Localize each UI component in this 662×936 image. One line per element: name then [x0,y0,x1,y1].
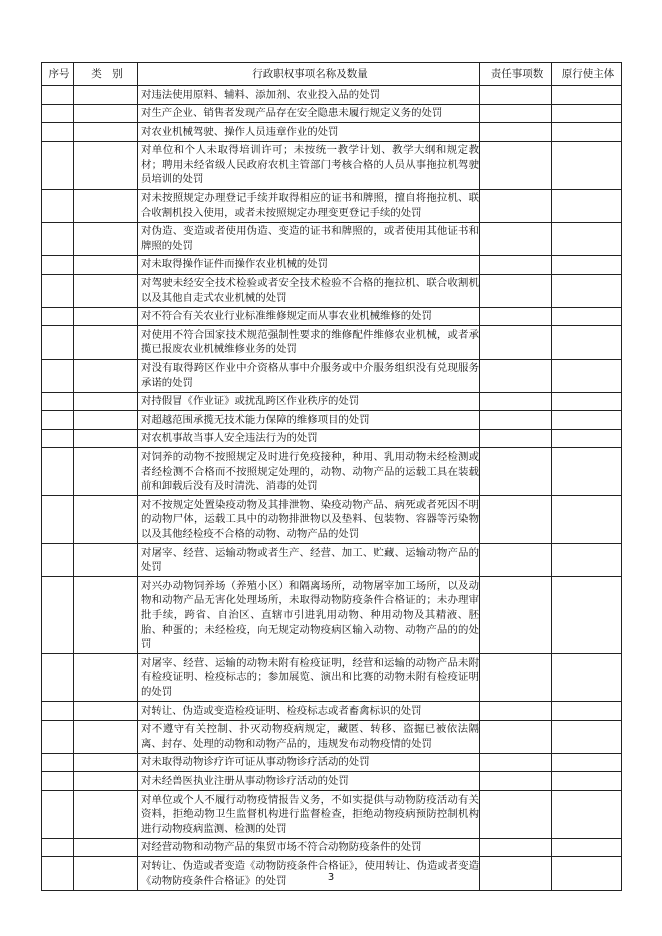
row-category-cell [74,222,138,255]
row-item-cell: 对未按照规定办理登记手续并取得相应的证书和牌照，擅自将拖拉机、联合收割机投入使用，或者未按照规定办理变更登记手续的处罚 [138,189,480,222]
row-item-cell: 对驾驶未经安全技术检验或者安全技术检验不合格的拖拉机、联合收割机以及其他自走式农业机械的处罚 [138,274,480,307]
row-category-cell [74,392,138,411]
row-no-cell [42,654,74,702]
row-no-cell [42,392,74,411]
header-category: 类 别 [74,63,138,86]
table-row [42,577,622,654]
row-no-cell [42,326,74,359]
row-duties-cell [480,772,552,791]
row-duties-cell [480,86,552,105]
table-row [42,753,622,772]
row-item-cell: 对不遵守有关控制、扑灭动物疫病规定，藏匿、转移、盗掘已被依法隔离、封存、处理的动物和动物产品的，违规发布动物疫情的处罚 [138,720,480,753]
row-no-cell [42,411,74,430]
table-row [42,448,622,496]
row-original-subject-cell [552,189,622,222]
row-no-cell [42,274,74,307]
table-row [42,429,622,448]
row-duties-cell [480,123,552,142]
row-category-cell [74,496,138,544]
row-item-cell: 对屠宰、经营、运输的动物未附有检疫证明，经营和运输的动物产品未附有检疫证明、检疫标志的；参加展览、演出和比赛的动物未附有检疫证明的处罚 [138,654,480,702]
row-duties-cell [480,189,552,222]
table-row [42,544,622,577]
row-item-cell: 对伪造、变造或者使用伪造、变造的证书和牌照的，或者使用其他证书和牌照的处罚 [138,222,480,255]
row-category-cell [74,577,138,654]
row-original-subject-cell [552,772,622,791]
header-item: 行政职权事项名称及数量 [138,63,480,86]
table-row [42,838,622,857]
row-duties-cell [480,702,552,721]
row-original-subject-cell [552,222,622,255]
row-item-cell: 对不按规定处置染疫动物及其排泄物、染疫动物产品、病死或者死因不明的动物尸体，运载工具中的动物排泄物以及垫料、包装物、容器等污染物以及其他经检疫不合格的动物、动物产品的处罚 [138,496,480,544]
row-category-cell [74,654,138,702]
page-number: 3 [327,872,335,883]
row-category-cell [74,838,138,857]
row-duties-cell [480,429,552,448]
row-duties-cell [480,753,552,772]
row-no-cell [42,577,74,654]
table-row [42,392,622,411]
row-original-subject-cell [552,359,622,392]
row-category-cell [74,123,138,142]
row-category-cell [74,753,138,772]
table-row [42,326,622,359]
row-no-cell [42,702,74,721]
row-original-subject-cell [552,753,622,772]
row-original-subject-cell [552,307,622,326]
table-row [42,307,622,326]
row-no-cell [42,307,74,326]
row-item-cell: 对转让、伪造或者变造《动物防疫条件合格证》，使用转让、伪造或者变造《动物防疫条件合格证》的处罚 [138,857,480,890]
row-category-cell [74,411,138,430]
row-category-cell [74,307,138,326]
row-category-cell [74,255,138,274]
table-row [42,720,622,753]
row-original-subject-cell [552,448,622,496]
table-row [42,222,622,255]
row-category-cell [74,791,138,839]
row-category-cell [74,104,138,123]
row-category-cell [74,772,138,791]
row-duties-cell [480,654,552,702]
row-duties-cell [480,326,552,359]
row-item-cell: 对转让、伪造或变造检疫证明、检疫标志或者畜禽标识的处罚 [138,702,480,721]
table-row [42,104,622,123]
row-category-cell [74,326,138,359]
row-original-subject-cell [552,86,622,105]
row-original-subject-cell [552,496,622,544]
row-category-cell [74,274,138,307]
row-no-cell [42,123,74,142]
row-category-cell [74,544,138,577]
row-original-subject-cell [552,411,622,430]
row-item-cell: 对持假冒《作业证》或扰乱跨区作业秩序的处罚 [138,392,480,411]
row-category-cell [74,141,138,189]
table-row [42,86,622,105]
row-item-cell: 对兴办动物饲养场（养殖小区）和隔离场所，动物屠宰加工场所，以及动物和动物产品无害化处理场所，未取得动物防疫条件合格证的；未办理审批手续，跨省、自治区、直辖市引进乳用动物、种用动物及其精液、胚胎、种蛋的；未经检疫，向无规定动物疫病区输入动物、动物产品的的处罚 [138,577,480,654]
row-item-cell: 对不符合有关农业行业标准维修规定而从事农业机械维修的处罚 [138,307,480,326]
table-header-row [42,63,622,86]
row-no-cell [42,359,74,392]
row-duties-cell [480,307,552,326]
row-no-cell [42,429,74,448]
row-item-cell: 对未经兽医执业注册从事动物诊疗活动的处罚 [138,772,480,791]
row-no-cell [42,255,74,274]
table-row [42,411,622,430]
row-original-subject-cell [552,123,622,142]
row-no-cell [42,720,74,753]
row-no-cell [42,753,74,772]
row-duties-cell [480,411,552,430]
row-duties-cell [480,496,552,544]
row-duties-cell [480,448,552,496]
row-item-cell: 对没有取得跨区作业中介资格从事中介服务或中介服务组织没有兑现服务承诺的处罚 [138,359,480,392]
table-row [42,189,622,222]
row-original-subject-cell [552,141,622,189]
row-no-cell [42,448,74,496]
row-duties-cell [480,791,552,839]
row-duties-cell [480,359,552,392]
row-item-cell: 对屠宰、经营、运输动物或者生产、经营、加工、贮藏、运输动物产品的处罚 [138,544,480,577]
row-original-subject-cell [552,544,622,577]
row-category-cell [74,429,138,448]
row-item-cell: 对经营动物和动物产品的集贸市场不符合动物防疫条件的处罚 [138,838,480,857]
table-row [42,496,622,544]
row-item-cell: 对农机事故当事人安全违法行为的处罚 [138,429,480,448]
header-original-subject: 原行使主体 [552,63,622,86]
row-original-subject-cell [552,720,622,753]
row-original-subject-cell [552,255,622,274]
row-no-cell [42,791,74,839]
header-no: 序号 [42,63,74,86]
row-no-cell [42,189,74,222]
row-item-cell: 对违法使用原料、辅料、添加剂、农业投入品的处罚 [138,86,480,105]
row-original-subject-cell [552,274,622,307]
row-category-cell [74,86,138,105]
row-original-subject-cell [552,702,622,721]
table-row [42,702,622,721]
row-original-subject-cell [552,654,622,702]
row-duties-cell [480,104,552,123]
row-duties-cell [480,577,552,654]
table-row [42,791,622,839]
row-item-cell: 对单位和个人未取得培训许可；未按统一教学计划、教学大纲和规定教材；聘用未经省级人民政府农机主管部门考核合格的人员从事拖拉机驾驶员培训的处罚 [138,141,480,189]
row-original-subject-cell [552,104,622,123]
table-row [42,123,622,142]
row-duties-cell [480,141,552,189]
row-original-subject-cell [552,429,622,448]
table-row [42,255,622,274]
table-row [42,274,622,307]
row-original-subject-cell [552,577,622,654]
row-item-cell: 对超越范围承揽无技术能力保障的维修项目的处罚 [138,411,480,430]
row-duties-cell [480,720,552,753]
row-no-cell [42,838,74,857]
row-no-cell [42,222,74,255]
row-original-subject-cell [552,838,622,857]
row-duties-cell [480,255,552,274]
row-no-cell [42,86,74,105]
table-row [42,141,622,189]
row-duties-cell [480,392,552,411]
row-no-cell [42,772,74,791]
row-no-cell [42,104,74,123]
row-original-subject-cell [552,326,622,359]
row-item-cell: 对生产企业、销售者发现产品存在安全隐患未履行规定义务的处罚 [138,104,480,123]
row-category-cell [74,359,138,392]
row-item-cell: 对农业机械驾驶、操作人员违章作业的处罚 [138,123,480,142]
row-no-cell [42,496,74,544]
row-item-cell: 对使用不符合国家技术规范强制性要求的维修配件维修农业机械，或者承揽已报废农业机械维修业务的处罚 [138,326,480,359]
row-category-cell [74,720,138,753]
row-item-cell: 对单位或个人不履行动物疫情报告义务，不如实提供与动物防疫活动有关资料，拒绝动物卫生监督机构进行监督检查，拒绝动物疫病预防控制机构进行动物疫病监测、检测的处罚 [138,791,480,839]
header-duties: 责任事项数 [480,63,552,86]
row-duties-cell [480,274,552,307]
row-duties-cell [480,544,552,577]
row-item-cell: 对未取得操作证件而操作农业机械的处罚 [138,255,480,274]
table-row [42,359,622,392]
row-category-cell [74,189,138,222]
row-duties-cell [480,222,552,255]
row-duties-cell [480,838,552,857]
row-no-cell [42,544,74,577]
row-item-cell: 对未取得动物诊疗许可证从事动物诊疗活动的处罚 [138,753,480,772]
row-original-subject-cell [552,791,622,839]
table-row [42,654,622,702]
table-row [42,772,622,791]
row-category-cell [74,702,138,721]
row-category-cell [74,448,138,496]
row-item-cell: 对饲养的动物不按照规定及时进行免疫接种，种用、乳用动物未经检测或者经检测不合格而不按照规定处理的，动物、动物产品的运载工具在装载前和卸载后没有及时清洗、消毒的处罚 [138,448,480,496]
row-original-subject-cell [552,392,622,411]
authority-table [41,62,622,891]
row-no-cell [42,141,74,189]
